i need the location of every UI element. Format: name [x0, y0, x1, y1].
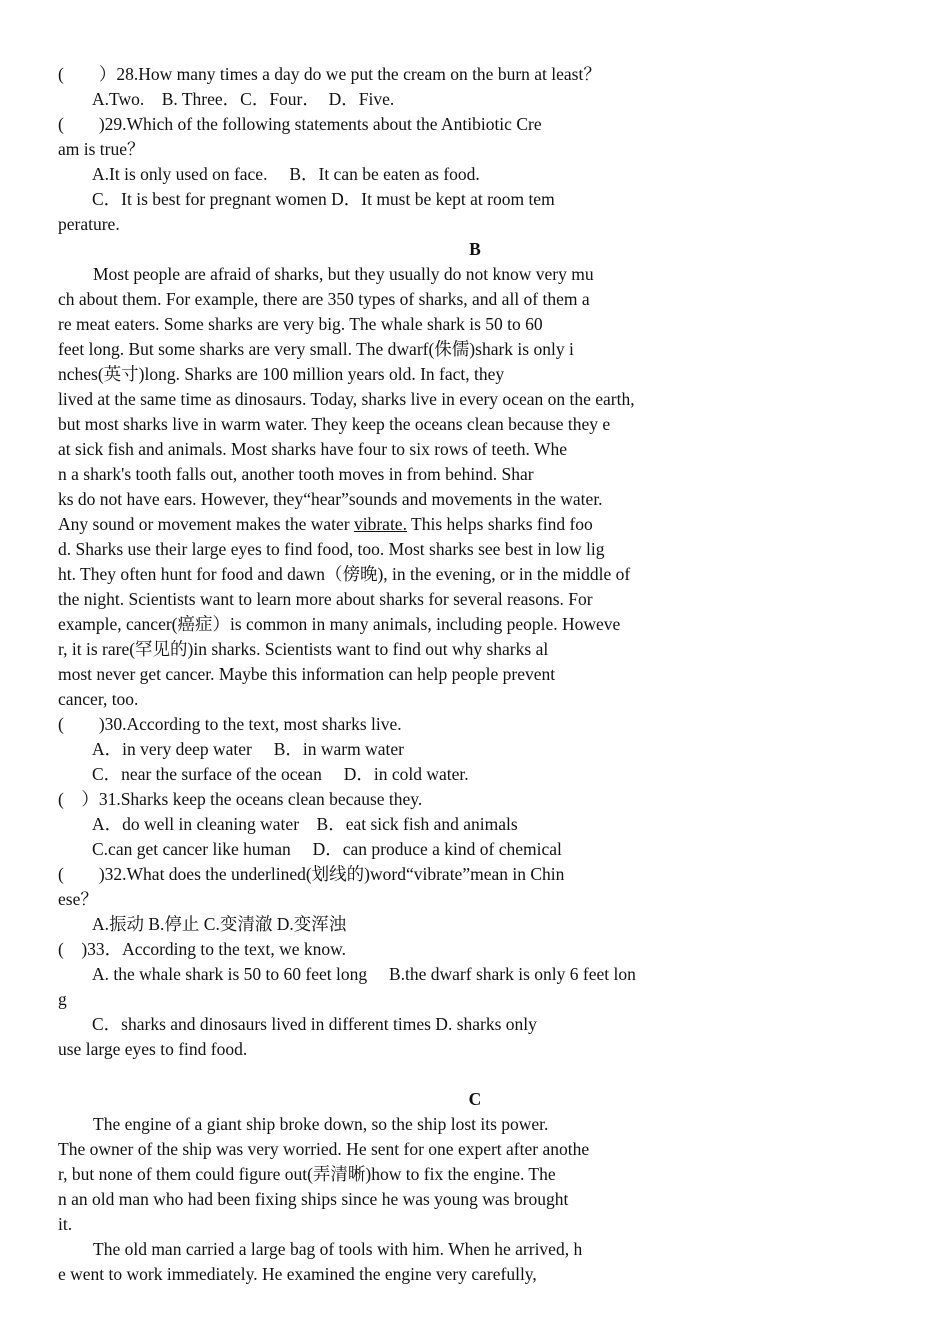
- passage-b-line: but most sharks live in warm water. They keep the oceans clean because they e: [58, 414, 611, 434]
- passage-c-line: The engine of a giant ship broke down, so the ship lost its power.: [58, 1114, 549, 1134]
- passage-c-line: r, but none of them could figure out(弄清晰)how to fix the engine. The: [58, 1164, 556, 1184]
- passage-b-line-vibrate: [58, 512, 892, 537]
- passage-b-line: example, cancer(癌症）is common in many animals, including people. Howeve: [58, 614, 621, 634]
- q29-options-2: C．It is best for pregnant women D．It must be kept at room tem: [92, 189, 555, 209]
- section-b-heading: B: [469, 239, 481, 259]
- q32-options: A.振动 B.停止 C.变清澈 D.变浑浊: [92, 914, 347, 934]
- q30-options-2: C．near the surface of the ocean D．in cold water.: [92, 764, 469, 784]
- q33-options-3: C．sharks and dinosaurs lived in different times D. sharks only: [92, 1014, 537, 1034]
- q32-stem-2: ese？: [58, 889, 98, 909]
- passage-b-line: nches(英寸)long. Sharks are 100 million years old. In fact, they: [58, 364, 505, 384]
- passage-b-line: ht. They often hunt for food and dawn（傍晚), in the evening, or in the middle of: [58, 564, 631, 584]
- passage-b-line-start: Any sound or movement makes the water: [58, 514, 354, 534]
- passage-c-line: it.: [58, 1214, 73, 1234]
- q28-options: A.Two. B. Three．C．Four． D．Five.: [92, 89, 395, 109]
- passage-b-line: at sick fish and animals. Most sharks have four to six rows of teeth. Whe: [58, 439, 568, 459]
- passage-b-line-end: This helps sharks find foo: [406, 514, 593, 534]
- q29-stem-1: ( )29.Which of the following statements about the Antibiotic Cre: [58, 114, 542, 134]
- q29-options-1: A.It is only used on face. B．It can be eaten as food.: [92, 164, 480, 184]
- q33-options-4: use large eyes to find food.: [58, 1039, 248, 1059]
- passage-b-line: ch about them. For example, there are 350 types of sharks, and all of them a: [58, 289, 590, 309]
- passage-c-line: n an old man who had been fixing ships since he was young was brought: [58, 1189, 569, 1209]
- passage-b-line: most never get cancer. Maybe this information can help people prevent: [58, 664, 556, 684]
- q29-stem-2: am is true？: [58, 139, 145, 159]
- q33-options-2: g: [58, 989, 67, 1009]
- passage-c-line: The owner of the ship was very worried. He sent for one expert after anothe: [58, 1139, 590, 1159]
- q30-stem: ( )30.According to the text, most sharks live.: [58, 714, 402, 734]
- q31-options-1: A．do well in cleaning water B．eat sick fish and animals: [92, 814, 518, 834]
- section-c-heading: C: [468, 1089, 482, 1109]
- q30-options-1: A．in very deep water B．in warm water: [92, 739, 404, 759]
- q32-stem-1: ( )32.What does the underlined(划线的)word“vibrate”mean in Chin: [58, 864, 565, 884]
- q31-stem: ( ）31.Sharks keep the oceans clean because they.: [58, 789, 423, 809]
- passage-b-line: r, it is rare(罕见的)in sharks. Scientists want to find out why sharks al: [58, 639, 549, 659]
- passage-b-line: d. Sharks use their large eyes to find food, too. Most sharks see best in low lig: [58, 539, 605, 559]
- passage-b-line: Most people are afraid of sharks, but they usually do not know very mu: [58, 264, 594, 284]
- passage-c-line: e went to work immediately. He examined the engine very carefully,: [58, 1264, 537, 1284]
- passage-b-line: re meat eaters. Some sharks are very big. The whale shark is 50 to 60: [58, 314, 543, 334]
- q33-options-1: A. the whale shark is 50 to 60 feet long B.the dwarf shark is only 6 feet lon: [92, 964, 636, 984]
- passage-b-line: the night. Scientists want to learn more about sharks for several reasons. For: [58, 589, 593, 609]
- q31-options-2: C.can get cancer like human D．can produce a kind of chemical: [92, 839, 562, 859]
- passage-b-line: ks do not have ears. However, they“hear”sounds and movements in the water.: [58, 489, 603, 509]
- passage-b-line: lived at the same time as dinosaurs. Today, sharks live in every ocean on the earth,: [58, 389, 635, 409]
- q29-options-3: perature.: [58, 214, 120, 234]
- q28-stem: ( ）28.How many times a day do we put the cream on the burn at least？: [58, 64, 601, 84]
- underlined-word-vibrate: vibrate.: [353, 514, 407, 534]
- passage-b-line: cancer, too.: [58, 689, 139, 709]
- passage-c-line: The old man carried a large bag of tools with him. When he arrived, h: [58, 1239, 583, 1259]
- q33-stem: ( )33．According to the text, we know.: [58, 939, 347, 959]
- passage-b-line: n a shark's tooth falls out, another tooth moves in from behind. Shar: [58, 464, 534, 484]
- passage-b-line: feet long. But some sharks are very small. The dwarf(侏儒)shark is only i: [58, 339, 574, 359]
